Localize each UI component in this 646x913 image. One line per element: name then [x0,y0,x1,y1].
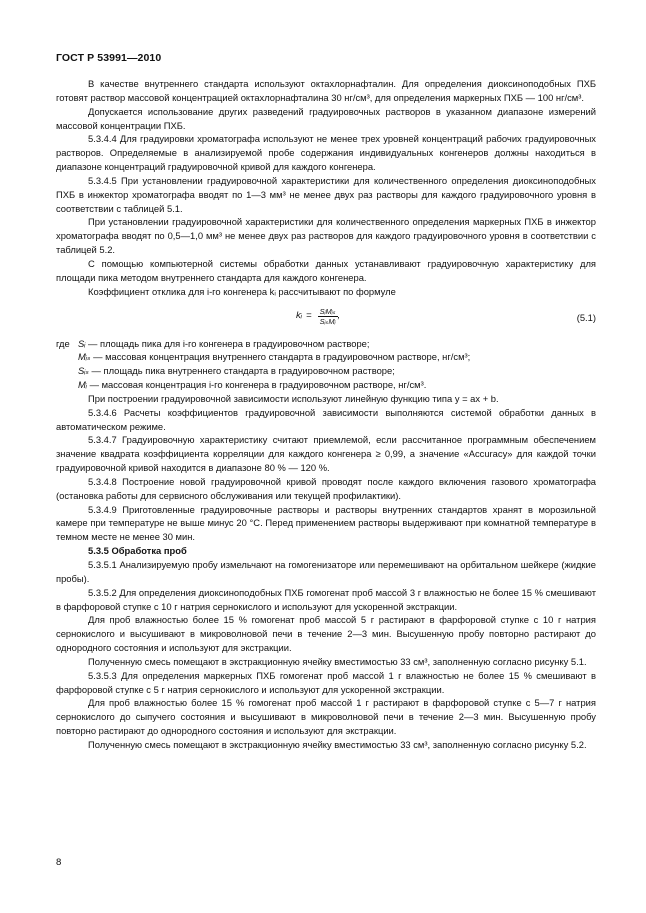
paragraph: Коэффициент отклика для i-го конгенера kᵢ рассчитывают по формуле [88,285,396,297]
definitions-list [56,337,596,392]
definition-lead: где [56,337,70,349]
definition-text [78,378,426,392]
paragraph: 5.3.4.8 Построение новой градуировочной кривой проводят после каждого включения газового хроматографа (остановка работы для сервисного обслуживания или текущей профилактики). [56,475,596,501]
definition-row [56,364,596,378]
formula-equals: = [306,310,312,322]
definition-symbol: Mᵢ [78,379,87,391]
formula-fraction [318,307,338,326]
paragraph: При построении градуировочной зависимости используют линейную функцию типа y = ax + b. [88,392,499,404]
paragraph: 5.3.5.2 Для определения диоксиноподобных ПХБ гомогенат проб массой 3 г влажностью не более 15 % смешивают в фарфоровой ступке с 10 г натрия сернокислого и используют для ускоренной экстракции. [56,586,596,612]
formula-numerator: SᵢMᵢₛ [319,306,336,316]
paragraph: При установлении градуировочной характеристики для количественного определения маркерных ПХБ в инжектор хроматографа вводят по 0,5—1,0 мм³ не менее двух раз растворов для каждого градуировочного уровня в соответствии с таблицей 5.2. [56,216,596,256]
formula-lhs: kᵢ [296,310,302,322]
paragraph: 5.3.4.5 При установлении градуировочной характеристики для количественного определения диоксиноподобных ПХБ в инжектор хроматографа вводят по 1—3 мм³ не менее двух раз растворы для каждого градуировочного уровня в соответствии с таблицей 5.1. [56,174,596,214]
definition-desc: — площадь пика внутреннего стандарта в градуировочном растворе; [88,365,395,377]
definition-desc: — массовая концентрация внутреннего стандарта в градуировочном растворе, нг/см³; [90,351,471,363]
paragraph: 5.3.5.3 Для определения маркерных ПХБ гомогенат проб массой 1 г влажностью не более 15 % смешивают в фарфоровой ступке с 5 г натрия сернокислого и используют для ускоренной экстракции. [56,669,596,695]
document-header: ГОСТ Р 53991—2010 [56,52,162,64]
paragraph: 5.3.5.1 Анализируемую пробу измельчают на гомогенизаторе или перемешивают на орбитальном шейкере (жидкие пробы). [56,559,596,584]
paragraph: В качестве внутреннего стандарта используют октахлорнафталин. Для определения диоксиноподобных ПХБ готовят раствор массовой концентрацией октахлорнафталина 30 нг/см³, для определения маркерных ПХБ — 100 нг/см³. [56,78,596,103]
definition-text [78,364,395,378]
page-number: 8 [56,857,62,868]
paragraph: Для проб влажностью более 15 % гомогенат проб массой 1 г растирают в фарфоровой ступке с 5—7 г натрия сернокислого до сыпучего состояния и высушивают в микроволновой печи в течение 2—3 мин. Высушенную пробу повторно растирают до однородного состояния и используют для экстракции. [56,697,596,737]
section-title: 5.3.5 Обработка проб [88,545,187,557]
paragraph: Полученную смесь помещают в экстракционную ячейку вместимостью 33 см³, заполненную согласно рисунку 5.2. [88,738,587,750]
definition-text [78,350,470,364]
paragraph: 5.3.4.6 Расчеты коэффициентов градуировочной зависимости выполняются системой обработки данных в автоматическом режиме. [56,406,596,432]
formula-5-1 [56,303,596,335]
definition-lead [56,364,78,378]
paragraph: Полученную смесь помещают в экстракционную ячейку вместимостью 33 см³, заполненную согласно рисунку 5.1. [88,655,587,667]
definition-row [56,337,596,351]
definition-desc: — площадь пика для i-го конгенера в градуировочном растворе; [85,337,370,349]
paragraph: Для проб влажностью более 15 % гомогенат проб массой 5 г растирают в фарфоровой ступке с 10 г натрия сернокислого и высушивают в микроволновой печи в течение 2—3 мин. Высушенную пробу повторно растирают до однородного состояния и используют для экстракции. [56,614,596,654]
paragraph: 5.3.4.7 Градуировочную характеристику считают приемлемой, если рассчитанное программным обеспечением значение квадрата коэффициента корреляции для каждого конгенера ≥ 0,99, а значение «Accuracy» для каждой точки градуировочной кривой находится в диапазоне 80 % — 120 %. [56,434,596,474]
definition-text [78,337,370,351]
definition-row [56,378,596,392]
definition-symbol: Sᵢ [78,337,86,349]
formula-tail: , [337,310,341,322]
paragraph: Допускается использование других разведений градуировочных растворов в указанном диапазоне измерений массовой концентрации ПХБ. [56,105,596,131]
formula-number: (5.1) [576,311,596,323]
definition-symbol: Mᵢₛ [78,351,91,363]
paragraph: С помощью компьютерной системы обработки данных устанавливают градуировочную характеристику для площади пика методом внутреннего стандарта для каждого конгенера. [56,257,596,283]
paragraph: 5.3.4.9 Приготовленные градуировочные растворы и растворы внутренних стандартов хранят в морозильной камере при температуре не выше минус 20 °С. Перед применением растворы выдерживают при комнатной температуре в темном месте не менее 30 мин. [56,503,596,543]
definition-lead [56,378,78,392]
formula-expression [296,307,340,326]
definition-row [56,350,596,364]
formula-denominator: SᵢₛMᵢ [319,316,336,326]
page-body [56,77,596,752]
paragraph: 5.3.4.4 Для градуировки хроматографа используют не менее трех уровней концентраций рабочих градуировочных растворов. Определяемые в анализируемой пробе содержания индивидуальных конгенеров должны находиться в диапазоне концентраций градуировочной кривой для каждого конгенера. [56,133,596,173]
definition-lead [56,350,78,364]
definition-desc: — массовая концентрация i-го конгенера в градуировочном растворе, нг/см³. [86,379,427,391]
definition-symbol: Sᵢₛ [78,365,89,377]
